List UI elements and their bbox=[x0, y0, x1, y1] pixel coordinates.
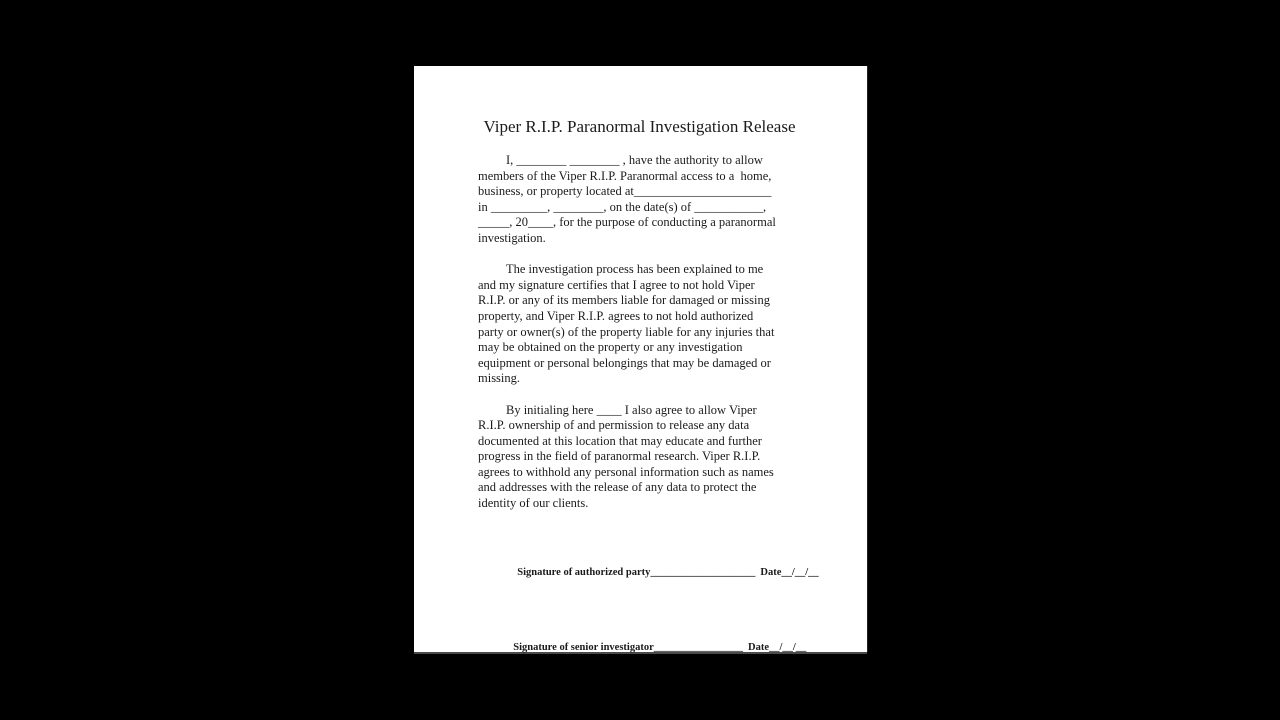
text-line: R.I.P. or any of its members liable for damaged or missing bbox=[478, 293, 770, 308]
text-line: The investigation process has been explained to me bbox=[506, 262, 764, 277]
text-line: in _________, ________, on the date(s) of ___________, bbox=[478, 199, 767, 214]
signature-line: _________________ bbox=[653, 641, 743, 653]
text-line: _____, 20____, for the purpose of conducting a paranormal bbox=[478, 215, 776, 230]
text-line: agrees to withhold any personal information such as names bbox=[478, 464, 774, 479]
text-line: and my signature certifies that I agree to not hold Viper bbox=[478, 277, 755, 292]
text-line: and addresses with the release of any data to protect the bbox=[478, 480, 757, 495]
signature-label: Signature of authorized party bbox=[517, 566, 651, 578]
text-line: missing. bbox=[478, 371, 521, 386]
text-line: may be obtained on the property or any investigation bbox=[478, 340, 743, 355]
text-line: investigation. bbox=[478, 230, 546, 245]
text-line: business, or property located at______________________ bbox=[478, 184, 772, 199]
text-line: By initialing here ____ I also agree to allow Viper bbox=[506, 402, 757, 417]
text-line: members of the Viper R.I.P. Paranormal access to a home, bbox=[478, 168, 772, 183]
text-line: property, and Viper R.I.P. agrees to not hold authorized bbox=[478, 308, 754, 323]
text-line: progress in the field of paranormal research. Viper R.I.P. bbox=[478, 449, 761, 464]
document-content bbox=[414, 66, 867, 685]
paragraph-authority bbox=[478, 153, 801, 247]
signature-row-senior-investigator bbox=[478, 610, 807, 685]
text-line: R.I.P. ownership of and permission to release any data bbox=[478, 418, 750, 433]
text-line: documented at this location that may educate and further bbox=[478, 433, 762, 448]
text-line: equipment or personal belongings that may be damaged or bbox=[478, 355, 771, 370]
signature-section bbox=[478, 535, 819, 685]
date-field: Date__/__/__ bbox=[760, 566, 819, 578]
text-line: party or owner(s) of the property liable for any injuries that bbox=[478, 324, 775, 339]
paragraph-liability bbox=[478, 262, 801, 387]
document-title: Viper R.I.P. Paranormal Investigation Release bbox=[483, 117, 796, 136]
document-page bbox=[414, 66, 867, 652]
signature-label: Signature of senior investigator bbox=[513, 641, 654, 653]
date-field: Date__/__/__ bbox=[747, 641, 807, 653]
signature-row-authorized-party bbox=[478, 535, 819, 610]
text-line: identity of our clients. bbox=[478, 496, 589, 511]
signature-line: ____________________ bbox=[650, 566, 756, 578]
text-line: I, ________ ________ , have the authority to allow bbox=[506, 153, 763, 167]
paragraph-data-release bbox=[478, 403, 801, 512]
document-body bbox=[478, 153, 801, 512]
